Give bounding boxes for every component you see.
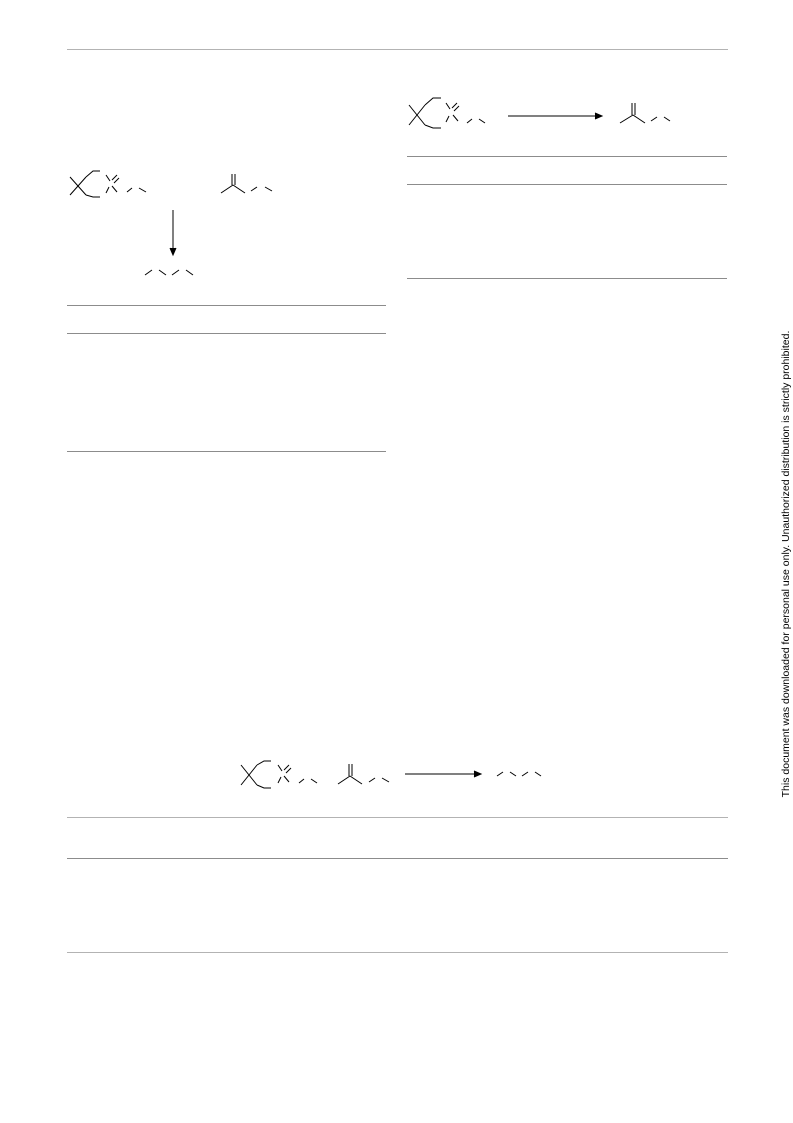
reaction-arrow	[508, 113, 602, 119]
table-head-rule-left	[67, 333, 386, 334]
table-bottom-rule-left	[67, 451, 386, 452]
reaction-scheme-bottom	[238, 755, 548, 795]
product-skeleton	[145, 270, 193, 275]
reaction-scheme-right	[405, 95, 680, 135]
reaction-arrow-down	[170, 210, 176, 255]
reactant-2-skeleton	[338, 764, 389, 784]
reactant-skeleton	[409, 98, 485, 128]
download-watermark: This document was downloaded for personal use only. Unauthorized distribution is strictly prohibited.	[780, 330, 792, 798]
table-bottom-rule-right	[407, 278, 727, 279]
table-head-rule-full	[67, 858, 728, 859]
table-top-rule-full	[67, 817, 728, 818]
product-skeleton	[497, 772, 541, 776]
reactant-1-skeleton	[70, 171, 146, 197]
reactant-1-skeleton	[241, 761, 317, 788]
reaction-arrow	[405, 771, 481, 777]
table-bottom-rule-full	[67, 952, 728, 953]
product-skeleton	[620, 103, 670, 123]
table-top-rule-left	[67, 305, 386, 306]
table-top-rule-right	[407, 156, 727, 157]
reactant-2-skeleton	[221, 174, 272, 193]
table-head-rule-right	[407, 184, 727, 185]
page-header-rule	[67, 49, 728, 50]
reaction-scheme-left	[66, 165, 286, 280]
